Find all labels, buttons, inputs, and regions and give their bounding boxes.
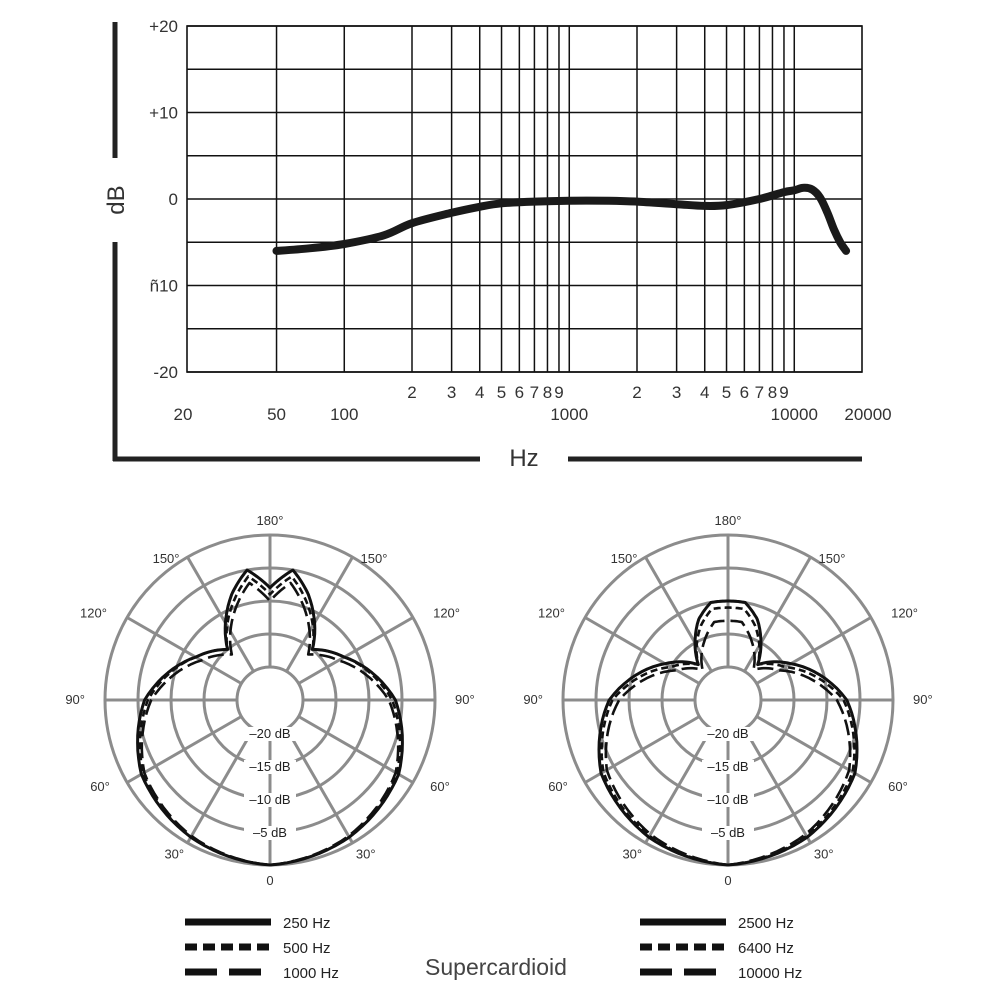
angle-label-4: 120°: [891, 605, 918, 621]
angle-label-8: 60°: [430, 778, 450, 794]
ring-label-1: –15 dB: [249, 759, 291, 774]
x-tick-17: 7: [754, 383, 765, 402]
legend-label-0: 2500 Hz: [738, 915, 794, 932]
x-tick-4: 3: [446, 383, 457, 402]
frequency-response-chart: [103, 17, 892, 472]
legend-label-2: 1000 Hz: [283, 965, 339, 982]
angle-label-0: 180°: [714, 513, 742, 528]
y-tick-4: -20: [153, 363, 178, 382]
legend-label-1: 500 Hz: [283, 940, 331, 957]
ring-label-2: –10 dB: [249, 792, 291, 807]
angle-label-6: 90°: [455, 692, 475, 707]
x-tick-21: 20000: [844, 405, 892, 424]
ring-label-1: –15 dB: [707, 759, 749, 774]
x-tick-5: 4: [474, 383, 485, 402]
angle-label-11: 0: [266, 873, 274, 888]
angle-label-7: 60°: [90, 778, 110, 794]
y-tick-2: 0: [168, 190, 178, 209]
angle-label-4: 120°: [433, 605, 460, 621]
ring-label-3: –5 dB: [711, 825, 745, 840]
angle-label-0: 180°: [256, 513, 284, 528]
legend-label-1: 6400 Hz: [738, 940, 794, 957]
angle-label-8: 60°: [888, 778, 908, 794]
angle-label-3: 120°: [538, 605, 565, 621]
legend-label-2: 10000 Hz: [738, 965, 803, 982]
angle-label-11: 0: [724, 873, 732, 888]
polar-pattern-high: [523, 513, 932, 888]
x-tick-18: 8: [767, 383, 778, 402]
angle-label-10: 30°: [355, 846, 376, 862]
y-tick-3: ñ10: [149, 276, 178, 296]
angle-label-10: 30°: [813, 846, 834, 862]
angle-label-1: 150°: [610, 551, 638, 567]
y-axis-label: dB: [103, 185, 130, 215]
x-tick-20: 10000: [770, 405, 818, 424]
x-tick-6: 5: [496, 383, 507, 402]
x-axis-label: Hz: [509, 445, 539, 472]
x-tick-9: 8: [542, 383, 553, 402]
x-tick-13: 3: [671, 383, 682, 402]
polar-ring-4: [237, 667, 303, 733]
x-tick-15: 5: [721, 383, 732, 402]
legend-high: [640, 915, 802, 982]
angle-label-2: 150°: [818, 551, 846, 567]
ring-label-0: –20 dB: [249, 726, 291, 741]
response-curve: [277, 188, 847, 251]
angle-label-6: 90°: [913, 692, 933, 707]
x-tick-2: 100: [330, 405, 359, 424]
ring-label-2: –10 dB: [707, 792, 749, 807]
ring-label-3: –5 dB: [253, 825, 287, 840]
x-tick-labels: [174, 383, 892, 424]
angle-label-1: 150°: [152, 551, 180, 567]
y-tick-1: +10: [149, 103, 178, 123]
x-tick-19: 9: [779, 383, 789, 402]
x-tick-16: 6: [739, 383, 750, 402]
x-tick-7: 6: [514, 383, 525, 402]
ring-label-0: –20 dB: [707, 726, 749, 741]
angle-label-3: 120°: [80, 605, 107, 621]
polar-ring-4: [695, 667, 761, 733]
legend-label-0: 250 Hz: [283, 915, 331, 932]
x-tick-14: 4: [699, 383, 710, 402]
x-tick-3: 2: [407, 383, 417, 402]
angle-label-7: 60°: [548, 778, 568, 794]
y-tick-0: +20: [149, 17, 178, 36]
x-tick-0: 20: [173, 405, 193, 424]
y-tick-labels: [149, 17, 178, 382]
x-tick-8: 7: [529, 383, 540, 402]
angle-label-2: 150°: [360, 551, 388, 567]
angle-label-5: 90°: [523, 692, 543, 707]
legend-low: [185, 915, 339, 982]
x-tick-11: 1000: [550, 405, 589, 424]
angle-label-5: 90°: [65, 692, 85, 707]
frequency-axes: [103, 22, 862, 472]
x-tick-12: 2: [632, 383, 642, 402]
x-tick-10: 9: [554, 383, 564, 402]
angle-label-9: 30°: [622, 846, 643, 862]
pattern-caption: Supercardioid: [425, 954, 567, 980]
x-tick-1: 50: [267, 405, 286, 424]
polar-pattern-low: [65, 513, 474, 888]
angle-label-9: 30°: [164, 846, 185, 862]
